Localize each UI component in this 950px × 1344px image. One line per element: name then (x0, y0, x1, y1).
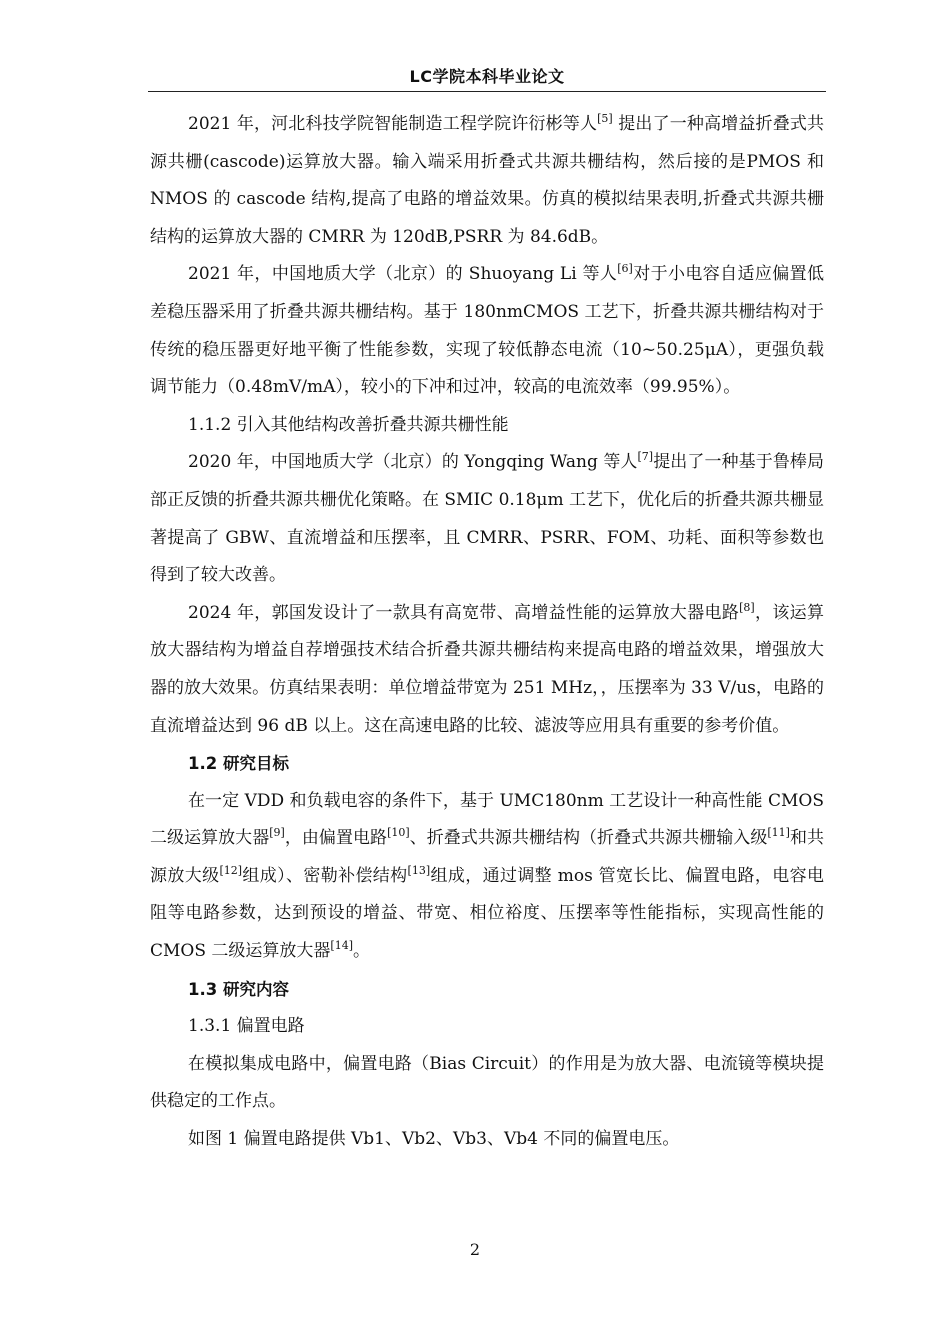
text-run: 提出了一种高增益折叠式共源共栅(cascode)运算放大器。输入端采用折叠式共源共栅结构，然后接的是PMOS 和 NMOS 的 cascode 结构,提高了电路的增益效果。仿真的模拟结果表明,折叠式共源共栅结构的运算放大器的 CMRR 为 120dB,PSRR 为 84.6dB。 (150, 114, 825, 247)
text-run: 和共源放大级 (150, 828, 825, 886)
header-rule (148, 91, 826, 92)
text-run: 1.2 研究目标 (188, 754, 289, 774)
citation-ref: [14] (330, 939, 353, 953)
text-run: 1.3 研究内容 (188, 979, 289, 999)
body-paragraph (150, 444, 824, 594)
document-body (150, 106, 824, 1159)
text-run: 1.1.2 引入其他结构改善折叠共源共栅性能 (188, 414, 509, 435)
body-paragraph (150, 783, 824, 971)
citation-ref: [8] (739, 600, 755, 614)
citation-ref: [13] (407, 863, 431, 877)
text-run: 组成，通过调整 mos 管宽长比、偏置电路，电容电阻等电路参数，达到预设的增益、带宽、相位裕度、压摆率等性能指标，实现高性能的 CMOS 二级运算放大器 (150, 865, 825, 962)
text-run: 。 (353, 941, 370, 962)
subsection-heading (150, 407, 824, 445)
citation-ref: [9] (269, 826, 285, 840)
citation-ref: [10] (387, 826, 410, 840)
text-run: 2021 年，河北科技学院智能制造工程学院许衍彬等人 (188, 114, 598, 134)
text-run: 1.3.1 偏置电路 (188, 1016, 305, 1037)
section-heading (150, 745, 824, 783)
page-header: LC学院本科毕业论文 (409, 67, 565, 86)
body-paragraph (150, 1046, 824, 1121)
text-run: ，由偏置电路 (284, 828, 388, 849)
body-paragraph (150, 256, 824, 406)
text-run: 如图 1 偏置电路提供 Vb1、Vb2、Vb3、Vb4 不同的偏置电压。 (188, 1129, 680, 1150)
body-paragraph (150, 595, 824, 745)
body-paragraph (150, 1121, 824, 1159)
text-run: 组成）、密勒补偿结构 (242, 865, 408, 886)
body-paragraph (150, 106, 824, 256)
citation-ref: [5] (597, 112, 613, 125)
text-run: 、折叠式共源共栅结构（折叠式共源共栅输入级 (409, 828, 768, 849)
section-heading (150, 971, 824, 1009)
citation-ref: [11] (767, 826, 790, 840)
subsection-heading (150, 1008, 824, 1046)
citation-ref: [7] (637, 450, 654, 464)
page-number: 2 (469, 1240, 481, 1259)
text-run: 2021 年，中国地质大学（北京）的 Shuoyang Li 等人 (188, 264, 618, 285)
text-run: 提出了一种基于鲁棒局部正反馈的折叠共源共栅优化策略。在 SMIC 0.18μm 工艺下，优化后的折叠共源共栅显著提高了 GBW、直流增益和压摆率，且 CMRR、PSRR、FOM、功耗、面积等参数也得到了较大改善。 (150, 452, 825, 586)
citation-ref: [12] (219, 863, 243, 877)
text-run: 2024 年，郭国发设计了一款具有高宽带、高增益性能的运算放大器电路 (188, 602, 740, 623)
text-run: 在模拟集成电路中，偏置电路（Bias Circuit）的作用是为放大器、电流镜等模块提供稳定的工作点。 (150, 1053, 824, 1112)
text-run: 2020 年，中国地质大学（北京）的 Yongqing Wang 等人 (188, 452, 638, 473)
citation-ref: [6] (617, 262, 633, 276)
text-run: ，该运算放大器结构为增益自荐增强技术结合折叠共源共栅结构来提高电路的增益效果，增强放大器的放大效果。仿真结果表明：单位增益带宽为 251 MHz，，压摆率为 33 V/us，电路的直流增益达到 96 dB 以上。这在高速电路的比较、滤波等应用具有重要的参考价值。 (150, 602, 824, 736)
text-run: 在一定 VDD 和负载电容的条件下，基于 UMC180nm 工艺设计一种高性能 CMOS 二级运算放大器 (150, 790, 824, 849)
text-run: 对于小电容自适应偏置低差稳压器采用了折叠共源共栅结构。基于 180nmCMOS 工艺下，折叠共源共栅结构对于传统的稳压器更好地平衡了性能参数，实现了较低静态电流（10~50.25μA），更强负载调节能力（0.48mV/mA），较小的下冲和过冲，较高的电流效率（99.95%）。 (150, 264, 825, 398)
